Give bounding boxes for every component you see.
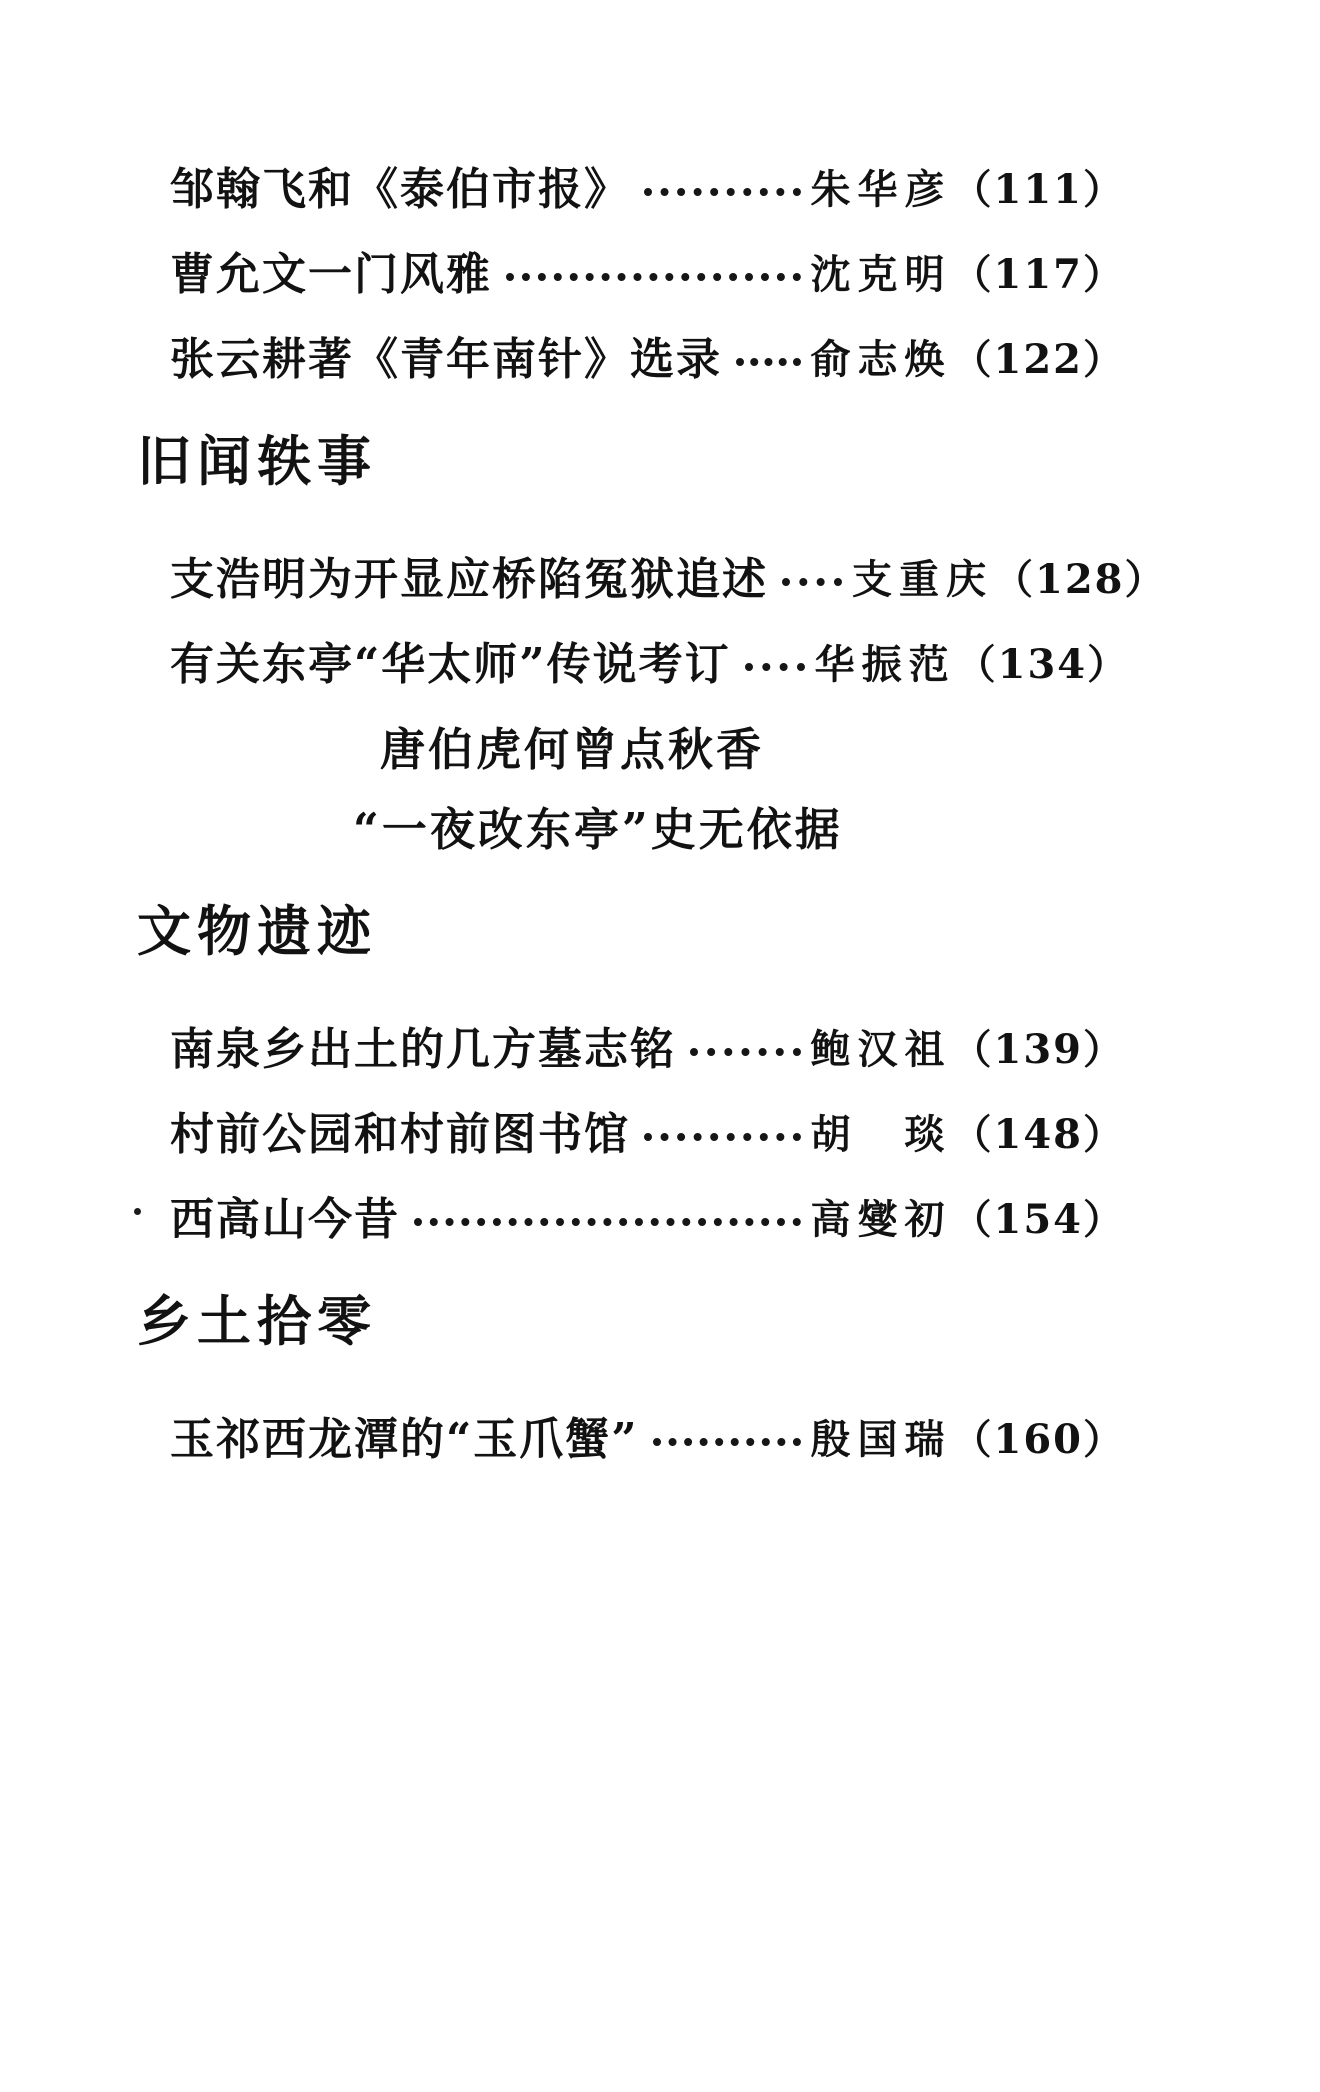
- toc-entry: [170, 335, 1125, 385]
- toc-entry-page: （117）: [951, 251, 1125, 298]
- toc-entry: [170, 250, 1125, 300]
- toc-entry-author: 支重庆: [852, 556, 993, 603]
- toc-entry-page: （134）: [955, 641, 1130, 688]
- dot-leader: [690, 1048, 801, 1056]
- toc-entry-author: 俞志焕: [810, 336, 952, 383]
- toc-entry-title: 张云耕著《青年南针》选录: [170, 334, 722, 385]
- toc-entry: [170, 1025, 1125, 1075]
- toc-entry-author: 胡 琰: [810, 1111, 952, 1158]
- toc-entry-page: （111）: [951, 166, 1125, 213]
- toc-entry-author: 沈克明: [810, 251, 952, 298]
- toc-entry-title: 南泉乡出土的几方墓志铭: [170, 1024, 676, 1075]
- dot-leader: [414, 1218, 801, 1226]
- section-header-xiangtu-shiling: 乡土拾零: [137, 1292, 377, 1352]
- toc-entry-title: 村前公园和村前图书馆: [170, 1109, 630, 1160]
- toc-entry-page: （139）: [951, 1026, 1125, 1073]
- dot-leader: [644, 188, 801, 196]
- toc-entry-subtitle: 唐伯虎何曾点秋香: [380, 723, 765, 776]
- dot-leader: [644, 1133, 801, 1141]
- toc-entry-page: （128）: [993, 556, 1167, 603]
- dot-leader: [506, 273, 801, 281]
- toc-entry-page: （148）: [951, 1111, 1125, 1158]
- toc-entry-page: （160）: [951, 1416, 1125, 1463]
- toc-entry: [170, 639, 1130, 690]
- dot-leader: [745, 663, 805, 671]
- scan-speck: [134, 1208, 141, 1215]
- dot-leader: [736, 358, 801, 366]
- toc-entry-author: 华振范: [814, 641, 956, 688]
- toc-entry: [170, 554, 1167, 605]
- toc-entry: [170, 1110, 1125, 1160]
- toc-entry-title: 邹翰飞和《泰伯市报》: [170, 164, 630, 215]
- toc-entry-author: 朱华彦: [810, 166, 952, 213]
- toc-entry-title: 支浩明为开显应桥陷冤狱追述: [170, 554, 768, 605]
- toc-entry-author: 鲍汉祖: [810, 1026, 952, 1073]
- toc-entry-author: 殷国瑞: [810, 1416, 952, 1463]
- dot-leader: [653, 1438, 801, 1446]
- toc-entry: [170, 1195, 1125, 1245]
- toc-entry-title: 西高山今昔: [170, 1194, 400, 1245]
- section-header-wenwu-yiji: 文物遗迹: [137, 902, 377, 962]
- toc-entry-page: （122）: [951, 336, 1125, 383]
- toc-entry-title: 有关东亭“华太师”传说考订: [170, 639, 731, 690]
- toc-entry-title: 曹允文一门风雅: [170, 249, 492, 300]
- section-header-jiuwen-yishi: 旧闻轶事: [137, 432, 377, 492]
- toc-entry-page: （154）: [951, 1196, 1125, 1243]
- toc-entry-subtitle: “一夜改东亭”史无依据: [353, 803, 843, 856]
- dot-leader: [782, 578, 842, 586]
- toc-entry-title: 玉祁西龙潭的“玉爪蟹”: [170, 1414, 639, 1465]
- toc-entry: [170, 1415, 1125, 1465]
- toc-entry-author: 高燮初: [810, 1196, 952, 1243]
- toc-entry: [170, 165, 1125, 215]
